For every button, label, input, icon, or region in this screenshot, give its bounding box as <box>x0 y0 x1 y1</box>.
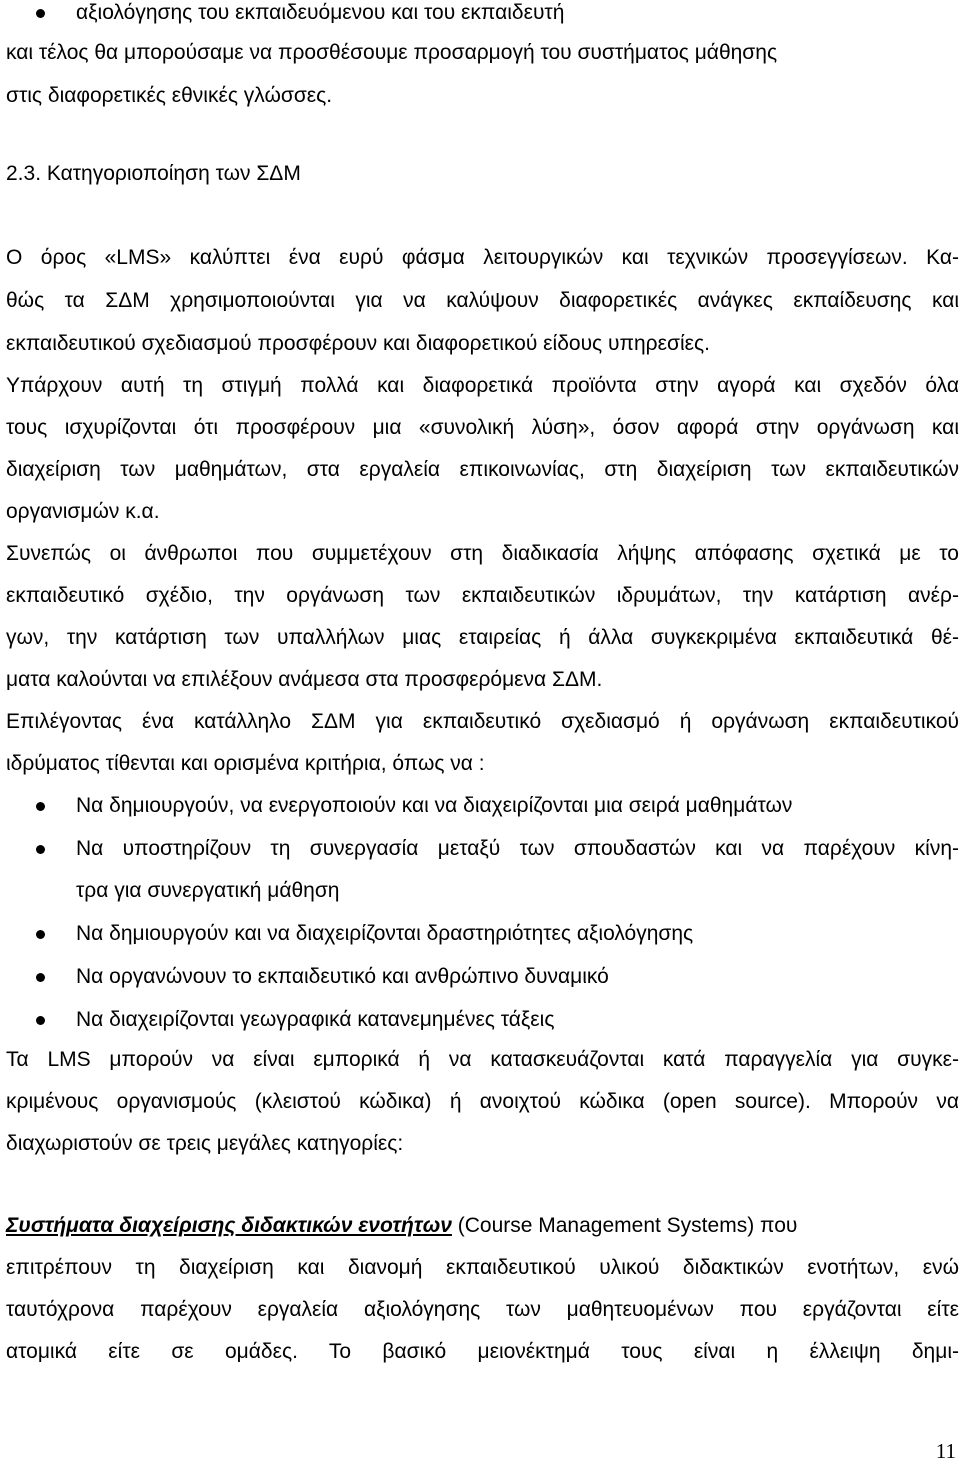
text-line: Τα LMS μπορούν να είναι εμπορικά ή να κατασκευάζονται κατά παραγγελία για συγκε- <box>6 1048 959 1071</box>
text-line: ματα καλούνται να επιλέξουν ανάμεσα στα προσφερόμενα ΣΔΜ. <box>6 668 603 691</box>
bullet-icon <box>33 836 51 862</box>
text-line: τους ισχυρίζονται ότι προσφέρουν μια «συνολική λύση», όσον αφορά στην οργάνωση και <box>6 416 959 439</box>
text-line: διαχωριστούν σε τρεις μεγάλες κατηγορίες: <box>6 1132 404 1155</box>
text-line: στις διαφορετικές εθνικές γλώσσες. <box>6 84 333 107</box>
text-line: γων, την κατάρτιση των υπαλλήλων μιας εταιρείας ή άλλα συγκεκριμένα εκπαιδευτικά θέ- <box>6 626 959 649</box>
bullet-icon <box>33 793 51 819</box>
text-line <box>6 1213 959 1239</box>
section-heading: 2.3. Κατηγοριοποίηση των ΣΔΜ <box>6 162 301 185</box>
text-line: Ο όρος «LMS» καλύπτει ένα ευρύ φάσμα λειτουργικών και τεχνικών προσεγγίσεων. Κα- <box>6 246 959 269</box>
text-line: ατομικά είτε σε ομάδες. Το βασικό μειονέκτημά τους είναι η έλλειψη δημι- <box>6 1340 959 1363</box>
bullet-icon <box>33 964 51 990</box>
text-line: ιδρύματος τίθενται και ορισμένα κριτήρια, όπως να : <box>6 752 485 775</box>
bullet-icon <box>33 0 51 26</box>
list-item: Να δημιουργούν, να ενεργοποιούν και να διαχειρίζονται μια σειρά μαθημάτων <box>76 794 793 817</box>
text-line: Υπάρχουν αυτή τη στιγμή πολλά και διαφορετικά προϊόντα στην αγορά και σχεδόν όλα <box>6 374 959 397</box>
list-item: Να οργανώνουν το εκπαιδευτικό και ανθρώπινο δυναμικό <box>76 965 609 988</box>
list-item: Να διαχειρίζονται γεωγραφικά κατανεμημένες τάξεις <box>76 1008 555 1031</box>
list-item-continuation: τρα για συνεργατική μάθηση <box>76 879 340 902</box>
text-line: οργανισμών κ.α. <box>6 500 160 523</box>
text-line: και τέλος θα μπορούσαμε να προσθέσουμε προσαρμογή του συστήματος μάθησης <box>6 41 778 64</box>
list-item: Να υποστηρίζουν τη συνεργασία μεταξύ των σπουδαστών και να παρέχουν κίνη- <box>76 837 959 860</box>
text-line: αξιολόγησης του εκπαιδευόμενου και του εκπαιδευτή <box>76 1 565 24</box>
text-line: εκπαιδευτικού σχεδιασμού προσφέρουν και διαφορετικού είδους υπηρεσίες. <box>6 332 710 355</box>
page-number: 11 <box>935 1439 956 1463</box>
text-line: ταυτόχρονα παρέχουν εργαλεία αξιολόγησης των μαθητευομένων που εργάζονται είτε <box>6 1298 959 1321</box>
list-item: Να δημιουργούν και να διαχειρίζονται δραστηριότητες αξιολόγησης <box>76 922 694 945</box>
text-line: επιτρέπουν τη διαχείριση και διανομή εκπαιδευτικού υλικού διδακτικών ενοτήτων, ενώ <box>6 1256 959 1279</box>
bullet-icon <box>33 1007 51 1033</box>
emphasized-term: Συστήματα διαχείρισης διδακτικών ενοτήτων <box>6 1214 452 1237</box>
text-line: κριμένους οργανισμούς (κλειστού κώδικα) ή ανοιχτού κώδικα (open source). Μπορούν να <box>6 1090 959 1113</box>
text-line: Συνεπώς οι άνθρωποι που συμμετέχουν στη διαδικασία λήψης απόφασης σχετικά με το <box>6 542 959 565</box>
bullet-icon <box>33 921 51 947</box>
text-line: Επιλέγοντας ένα κατάλληλο ΣΔΜ για εκπαιδευτικό σχεδιασμό ή οργάνωση εκπαιδευτικού <box>6 710 959 733</box>
text-line: διαχείριση των μαθημάτων, στα εργαλεία επικοινωνίας, στη διαχείριση των εκπαιδευτικών <box>6 458 959 481</box>
term-description: (Course Management Systems) που <box>451 1214 798 1237</box>
text-line: εκπαιδευτικό σχέδιο, την οργάνωση των εκπαιδευτικών ιδρυμάτων, την κατάρτιση ανέρ- <box>6 584 959 607</box>
text-line: θώς τα ΣΔΜ χρησιμοποιούνται για να καλύψουν διαφορετικές ανάγκες εκπαίδευσης και <box>6 289 959 312</box>
